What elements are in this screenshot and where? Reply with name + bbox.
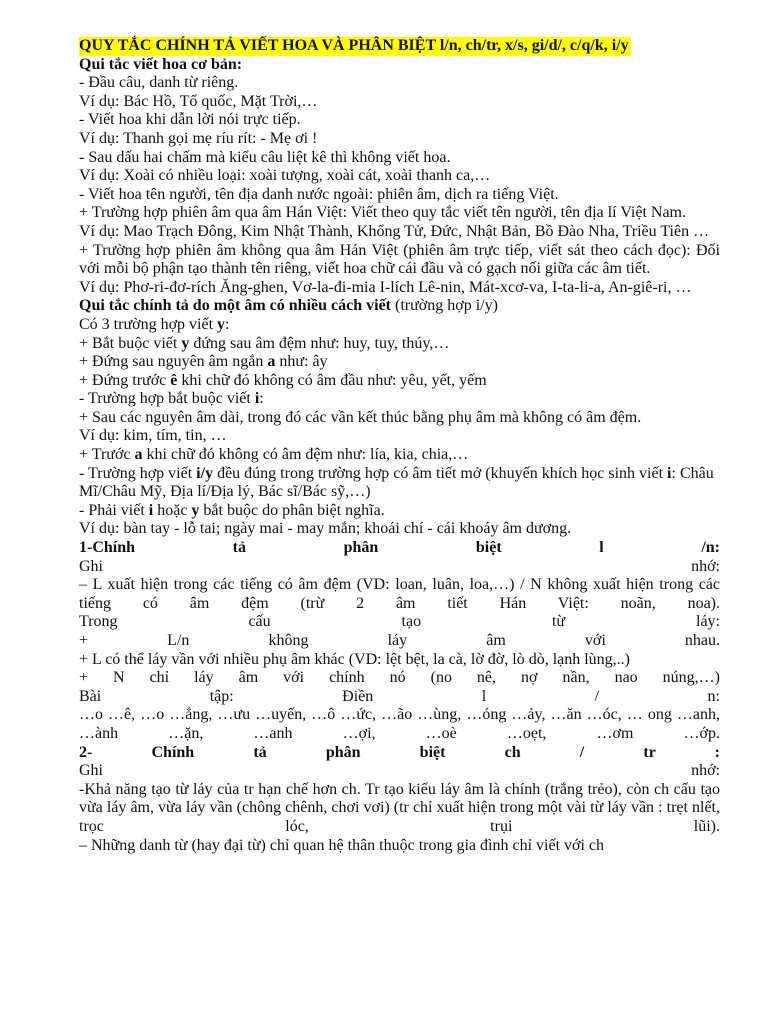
text-span: - Phải viết (79, 501, 149, 519)
bold-letter: i (667, 464, 672, 482)
text-line: + L/n không láy âm với nhau. (79, 632, 720, 649)
part2-heading (79, 744, 720, 763)
text-paragraph: Ví dụ: Mao Trạch Đông, Kim Nhật Thành, Khổng Tử, Đức, Nhật Bản, Bồ Đào Nha, Triều Tiên … (79, 222, 710, 240)
bold-letter: i (148, 501, 154, 519)
section-heading-iy (79, 297, 720, 316)
text-paragraph: + Trường hợp phiên âm không qua âm Hán Việt (phiên âm trực tiếp, viết sát theo cách đọc): Đối với mỗi bộ phận tạo thành tên riêng, viết hoa chữ cái đầu và có gạch nối giữa các âm tiết. (79, 241, 720, 278)
exercise-line: Bài tập: Điền l / n: (79, 687, 720, 705)
text-line: Ví dụ: Xoài có nhiều loại: xoài tượng, xoài cát, xoài thanh ca,… (79, 167, 491, 185)
bold-letter: y (181, 334, 190, 352)
text-span: + Đứng trước (79, 371, 171, 389)
text-paragraph: + Trường hợp phiên âm qua âm Hán Việt: Viết theo quy tắc viết tên người, tên địa lí Việt Nam. (79, 204, 686, 222)
text-line: Ví dụ: bàn tay - lỗ tai; ngày mai - may mắn; khoái chí - cái khoáy âm dương. (79, 520, 572, 538)
part-heading-text: 2- Chính tả phân biệt ch / tr : (79, 743, 720, 761)
bold-letter: i (254, 390, 260, 408)
text-paragraph: Ví dụ: Phơ-ri-đơ-rích Ăng-ghen, Vơ-la-đi-mia I-lích Lê-nin, Mát-xcơ-va, I-ta-li-a, An-giê-ri, … (79, 278, 692, 296)
text-span: đứng sau âm đệm như: huy, tuy, thúy,… (189, 334, 450, 352)
section-heading-text: Qui tắc chính tả do một âm có nhiều cách viết (79, 297, 391, 315)
text-span: Có 3 trường hợp viết (79, 315, 218, 333)
text-span: + Đứng sau nguyên âm ngắn (79, 353, 268, 371)
text-line: - Sau dấu hai chấm mà kiểu câu liệt kê thì không viết hoa. (79, 148, 451, 166)
text-span: - Trường hợp viết (79, 464, 197, 482)
part-heading-text: 1-Chính tả phân biệt l /n: (79, 539, 720, 557)
bold-letter: a (134, 446, 143, 464)
text-span: : (259, 390, 264, 408)
text-line: + Sau các nguyên âm dài, trong đó các vần kết thúc bằng phụ âm mà không có âm đệm. (79, 408, 642, 426)
text-span: : (225, 315, 230, 333)
text-line (79, 502, 720, 521)
exercise-items: …o …ê, …o …ắng, …ưu …uyến, …ô …ức, …ão …ùng, …óng …ảy, …ăn …óc, … ong …anh, …ành …ặn, …anh …ợi, …oè …oẹt, …ơm …ớp. (79, 706, 720, 742)
text-line (79, 353, 720, 372)
text-span: hoặc (153, 501, 192, 519)
text-span: + Trước (79, 446, 135, 464)
text-paragraph: – L xuất hiện trong các tiếng có âm đệm (VD: loan, luân, loa,…) / N không xuất hiện trong các tiếng có âm đệm (trừ 2 âm tiết Hán Việt: noãn, noa). (79, 576, 720, 612)
text-line: Ví dụ: Thanh gọi mẹ ríu rít: - Mẹ ơi ! (79, 129, 318, 147)
text-span: + Bắt buộc viết (79, 334, 182, 352)
bold-letter: i/y (196, 464, 214, 482)
text-span: khi chữ đó không có âm đệm như: lía, kia, chia,… (142, 446, 469, 464)
text-line: + L có thể láy vần với nhiều phụ âm khác (VD: lệt bệt, la cà, lờ đờ, lò dò, lạnh lùng,..) (79, 650, 631, 668)
bold-letter: ê (170, 371, 178, 389)
text-line: – Những danh từ (hay đại từ) chỉ quan hệ thân thuộc trong gia đình chỉ viết với ch (79, 836, 605, 854)
text-span: như: ây (275, 353, 328, 371)
section-heading-note: (trường hợp i/y) (391, 297, 498, 315)
text-span: đều đúng trong trường hợp có âm tiết mở (khuyến khích học sinh viết (213, 464, 668, 482)
document-page (79, 37, 720, 855)
bold-letter: y (191, 501, 200, 519)
document-title: QUY TẮC CHÍNH TẢ VIẾT HOA VÀ PHÂN BIỆT l/n, ch/tr, x/s, gi/d/, c/q/k, i/y (79, 37, 629, 54)
text-line: Ví dụ: kim, tím, tin, … (79, 427, 227, 445)
text-span: khi chữ đó không có âm đầu như: yêu, yết, yếm (177, 371, 487, 389)
text-line (79, 335, 720, 354)
text-span: : Châu Mĩ/Châu Mỹ, Địa lí/Địa lý, Bác sĩ/Bác sỹ,…) (79, 464, 714, 501)
text-line: Ví dụ: Bác Hồ, Tổ quốc, Mặt Trời,… (79, 92, 318, 110)
text-paragraph: -Khả năng tạo từ láy của tr hạn chế hơn ch. Tr tạo kiểu láy âm là chính (trắng trẻo), còn ch cấu tạo vừa láy âm, vừa láy vần (chông chênh, chơi vơi) (tr chỉ xuất hiện trong một vài từ láy vần : trẹt nlết, trọc lóc, trụi lũi). (79, 780, 720, 835)
section-heading-capitalization (79, 56, 720, 75)
text-line (79, 372, 720, 391)
bold-letter: y (217, 315, 226, 333)
text-paragraph (79, 465, 720, 502)
text-span: bắt buộc do phân biệt nghĩa. (199, 501, 385, 519)
text-line (79, 446, 720, 465)
part1-heading (79, 539, 720, 558)
text-line: Trong cấu tạo từ láy: (79, 613, 720, 631)
text-line: - Đầu câu, danh từ riêng. (79, 74, 239, 92)
text-line: - Viết hoa khi dẫn lời nói trực tiếp. (79, 111, 301, 129)
bold-letter: a (267, 353, 276, 371)
title-line (79, 37, 720, 56)
text-line: + N chỉ láy âm với chính nó (no nê, nợ nần, nao núng,…) (79, 669, 720, 687)
section-heading-text: Qui tắc viết hoa cơ bản: (79, 55, 243, 73)
text-line: - Viết hoa tên người, tên địa danh nước ngoài: phiên âm, dịch ra tiếng Việt. (79, 185, 559, 203)
text-span: - Trường hợp bắt buộc viết (79, 390, 255, 408)
note-label: Ghi nhớ: (79, 762, 720, 780)
text-line (79, 316, 720, 335)
text-line (79, 390, 720, 409)
note-label: Ghi nhớ: (79, 557, 720, 575)
